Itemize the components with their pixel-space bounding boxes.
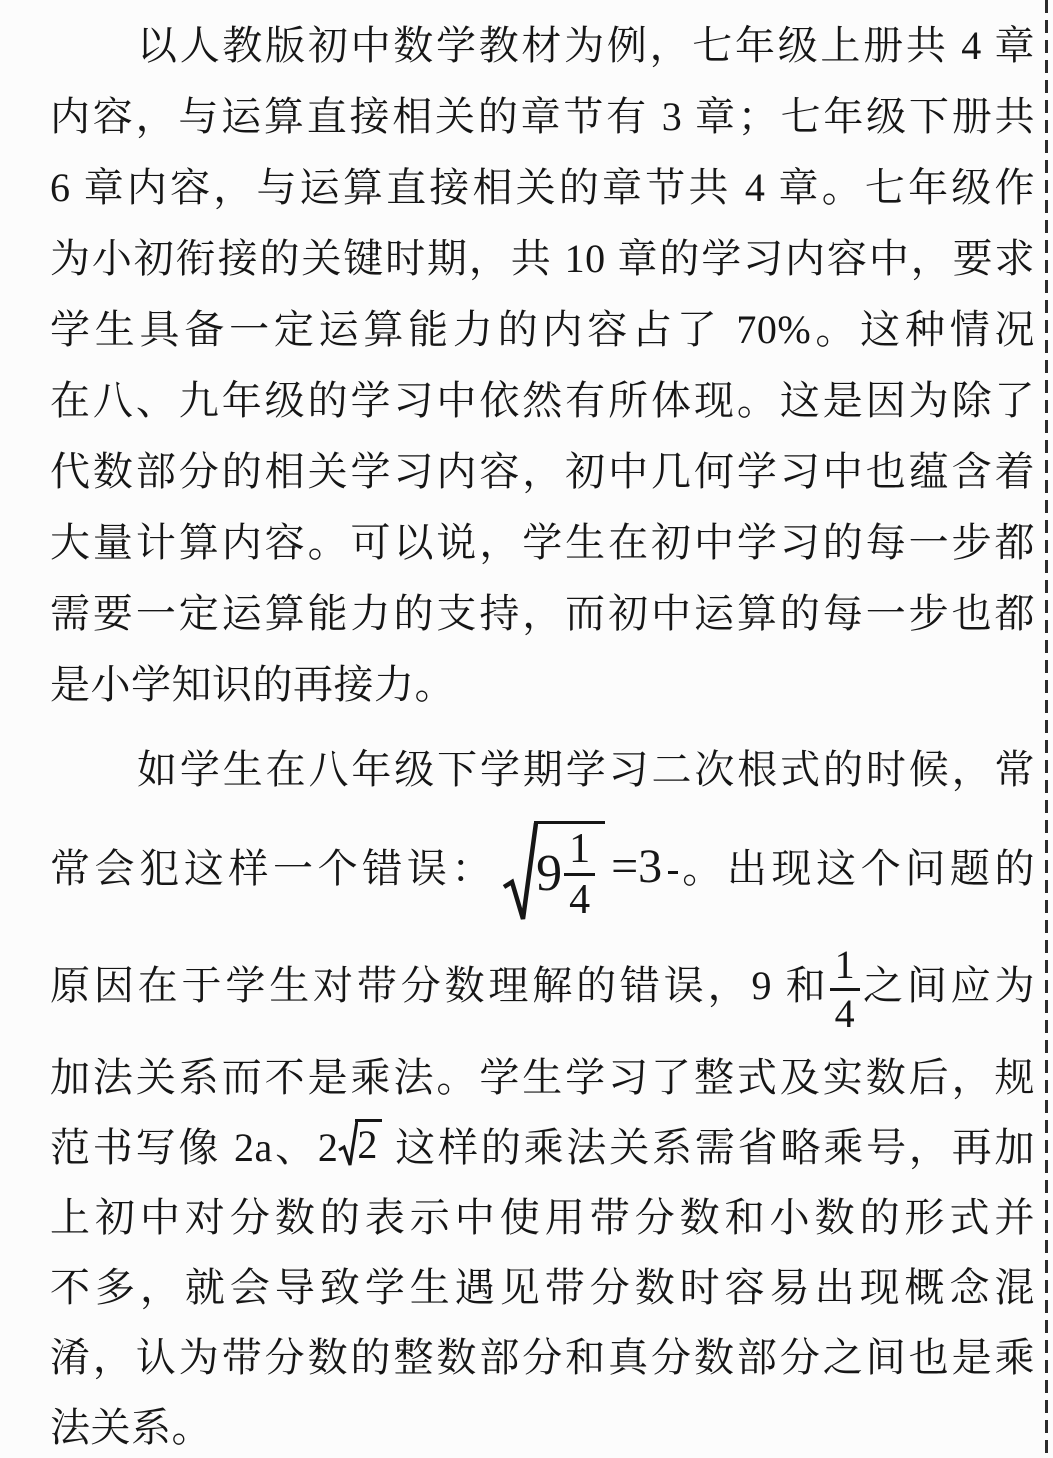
text-line: 上初中对分数的表示中使用带分数和小数的形式并 [50,1195,1035,1240]
fraction-denominator: 4 [834,991,855,1037]
text-line: 为小初衔接的关键时期，共 10 章的学习内容中，要求 [50,236,1035,281]
text-line: 在八、九年级的学习中依然有所体现。这是因为除了 [50,378,1035,423]
radicand: 2 [355,1119,382,1168]
equals-sign: = [611,840,639,893]
text-line: 大量计算内容。可以说，学生在初中学习的每一步都 [50,520,1035,565]
text-line: 代数部分的相关学习内容，初中几何学习中也蕴含着 [50,449,1035,494]
text-line: 不多，就会导致学生遇见带分数时容易出现概念混 [50,1265,1035,1310]
text-line: 学生具备一定运算能力的内容占了 70%。这种情况 [50,307,1035,352]
fraction-numerator: 1 [830,945,860,991]
text-line: 如学生在八年级下学期学习二次根式的时候，常 [137,747,1035,792]
text-after-fraction: 之间应为 [859,963,1036,1008]
radicand [534,821,605,921]
fraction-denominator: 4 [569,876,591,923]
fraction-line [50,929,1035,1043]
text-line: 法关系。 [50,1405,212,1450]
radicand-integer: 9 [536,845,563,903]
page-edge-dashed-line [1045,0,1048,1458]
text-line: 是小学知识的再接力。 [50,662,455,707]
fraction-numerator: 1 [564,828,595,876]
formula-text-before: 常会犯这样一个错误： [50,846,497,891]
fraction-numerator [668,868,678,874]
fraction [668,868,678,877]
formula-line [50,805,1035,929]
fraction [564,825,595,923]
text-before-sqrt: 范书写像 2a、2 [50,1125,339,1170]
text-line: 加法关系而不是乘法。学生学习了整式及实数后，规 [50,1055,1035,1100]
text-column [50,10,1035,1458]
formula-text-after: 出现这个问题的 [726,846,1036,891]
fraction [830,942,860,1037]
text-line: 需要一定运算能力的支持，而初中运算的每一步也都 [50,591,1035,636]
square-root-small [338,1119,382,1169]
text-line: 内容，与运算直接相关的章节有 3 章；七年级下册共 [50,94,1035,139]
period: 。 [678,846,727,891]
sqrt-text-line [50,1113,1035,1183]
text-line: 淆，认为带分数的整数部分和真分数部分之间也是乘 [50,1335,1035,1380]
text-line: 以人教版初中数学教材为例，七年级上册共 4 章 [137,23,1035,68]
result-integer: 3 [638,840,663,893]
radical-sign-icon [502,821,538,925]
square-root-expression [502,821,605,925]
text-line: 6 章内容，与运算直接相关的章节共 4 章。七年级作 [50,165,1035,210]
text-before-fraction: 原因在于学生对带分数理解的错误，9 和 [50,963,830,1008]
text-after-sqrt: 这样的乘法关系需省略乘号，再加 [382,1125,1035,1170]
paragraph-2 [50,734,1035,1458]
paragraph-1 [50,10,1035,720]
